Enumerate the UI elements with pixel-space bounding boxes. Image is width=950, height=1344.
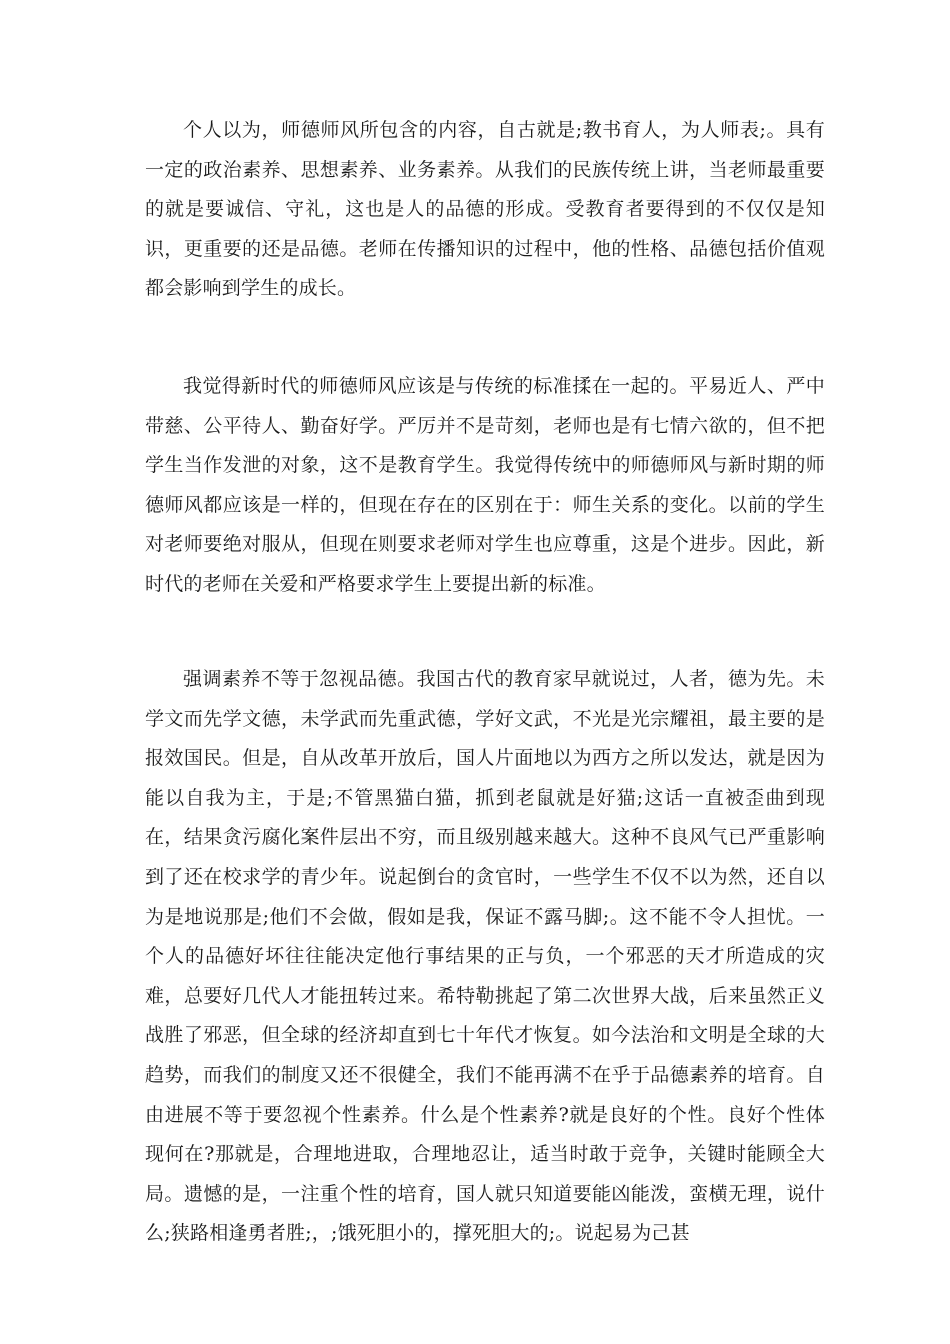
paragraph-teacher-ethics-content: 个人以为，师德师风所包含的内容，自古就是;教书育人，为人师表;。具有一定的政治素养、思想素养、业务素养。从我们的民族传统上讲，当老师最重要的就是要诚信、守礼，这也是人的品德的形成。受教育者要得到的不仅仅是知识，更重要的还是品德。老师在传播知识的过程中，他的性格、品德包括价值观都会影响到学生的成长。 bbox=[145, 119, 825, 300]
paragraph-new-era-standards: 我觉得新时代的师德师风应该是与传统的标准揉在一起的。平易近人、严中带慈、公平待人、勤奋好学。严厉并不是苛刻，老师也是有七情六欲的，但不把学生当作发泄的对象，这不是教育学生。我觉得传统中的师德师风与新时期的师德师风都应该是一样的，但现在存在的区别在于：师生关系的变化。以前的学生对老师要绝对服从，但现在则要求老师对学生也应尊重，这是个进步。因此，新时代的老师在关爱和严格要求学生上要提出新的标准。 bbox=[145, 375, 825, 595]
paragraph-character-education: 强调素养不等于忽视品德。我国古代的教育家早就说过，人者，德为先。未学文而先学文德，未学武而先重武德，学好文武，不光是光宗耀祖，最主要的是报效国民。但是，自从改革开放后，国人片面地以为西方之所以发达，就是因为能以自我为主，于是;不管黑猫白猫，抓到老鼠就是好猫;这话一直被歪曲到现在，结果贪污腐化案件层出不穷，而且级别越来越大。这种不良风气已严重影响到了还在校求学的青少年。说起倒台的贪官时，一些学生不仅不以为然，还自以为是地说那是;他们不会做，假如是我，保证不露马脚;。这不能不令人担忧。一个人的品德好坏往往能决定他行事结果的正与负，一个邪恶的天才所造成的灾难，总要好几代人才能扭转过来。希特勒挑起了第二次世界大战，后来虽然正义战胜了邪恶，但全球的经济却直到七十年代才恢复。如今法治和文明是全球的大趋势，而我们的制度又还不很健全，我们不能再满不在乎于品德素养的培育。自由进展不等于要忽视个性素养。什么是个性素养?就是良好的个性。良好个性体现何在?那就是，合理地进取，合理地忍让，适当时敢于竞争，关键时能顾全大局。遗憾的是，一注重个性的培育，国人就只知道要能凶能泼，蛮横无理，说什么;狭路相逢勇者胜;，;饿死胆小的，撑死胆大的;。说起易为己甚 bbox=[145, 668, 825, 1245]
